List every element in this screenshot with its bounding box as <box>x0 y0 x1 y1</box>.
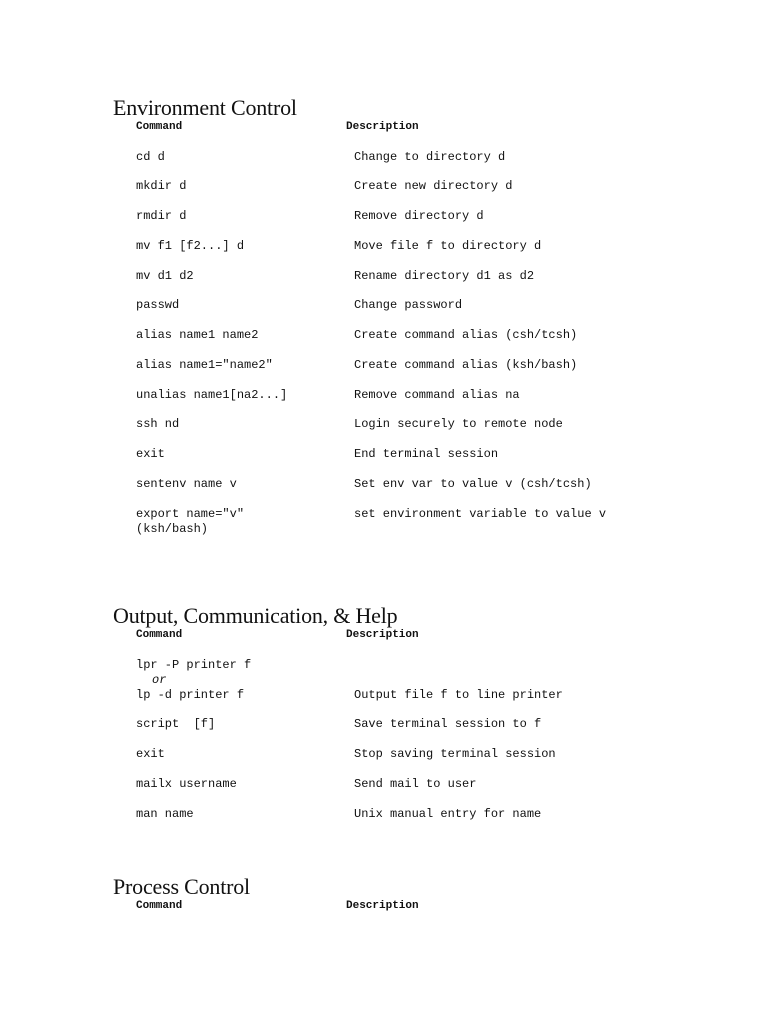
or-text: or <box>152 673 167 687</box>
command-text: alias name1 name2 <box>136 328 259 342</box>
description-text: Remove command alias na <box>354 388 520 402</box>
command-text: lpr -P printer f <box>136 658 252 672</box>
command-text: exit <box>136 447 165 461</box>
command-text: export name="v" <box>136 507 245 521</box>
description-text: Login securely to remote node <box>354 417 563 431</box>
command-text: cd d <box>136 150 165 164</box>
column-header-command: Command <box>136 629 183 641</box>
command-text: script [f] <box>136 717 216 731</box>
command-continuation-text: (ksh/bash) <box>136 522 209 536</box>
command-text: man name <box>136 807 194 821</box>
description-text: Send mail to user <box>354 777 477 791</box>
command-text: alias name1="name2" <box>136 358 273 372</box>
command-text: sentenv name v <box>136 477 237 491</box>
command-text: mailx username <box>136 777 237 791</box>
command-text: mv d1 d2 <box>136 269 194 283</box>
column-header-description: Description <box>346 900 419 912</box>
description-text: Create command alias (csh/tcsh) <box>354 328 578 342</box>
description-text: Change to directory d <box>354 150 506 164</box>
command-text: passwd <box>136 298 180 312</box>
description-text: Create command alias (ksh/bash) <box>354 358 578 372</box>
command-text: ssh nd <box>136 417 180 431</box>
description-text: Rename directory d1 as d2 <box>354 269 535 283</box>
column-header-command: Command <box>136 900 183 912</box>
section-title: Output, Communication, & Help <box>113 603 398 628</box>
command-text: unalias name1[na2...] <box>136 388 288 402</box>
description-text: Save terminal session to f <box>354 717 542 731</box>
description-text: Stop saving terminal session <box>354 747 556 761</box>
section-title: Environment Control <box>113 95 297 120</box>
column-header-command: Command <box>136 121 183 133</box>
column-header-description: Description <box>346 629 419 641</box>
description-text: End terminal session <box>354 447 499 461</box>
description-text: Create new directory d <box>354 179 513 193</box>
description-text: Unix manual entry for name <box>354 807 542 821</box>
description-text: Move file f to directory d <box>354 239 542 253</box>
description-text: Set env var to value v (csh/tcsh) <box>354 477 592 491</box>
command-text: mv f1 [f2...] d <box>136 239 245 253</box>
command-text: exit <box>136 747 165 761</box>
column-header-description: Description <box>346 121 419 133</box>
command-text: mkdir d <box>136 179 187 193</box>
description-text: Change password <box>354 298 463 312</box>
command-text: rmdir d <box>136 209 187 223</box>
command-text-alt: lp -d printer f <box>136 688 245 702</box>
section-title: Process Control <box>113 874 250 899</box>
description-text: set environment variable to value v <box>354 507 607 521</box>
description-text: Output file f to line printer <box>354 688 563 702</box>
description-text: Remove directory d <box>354 209 484 223</box>
